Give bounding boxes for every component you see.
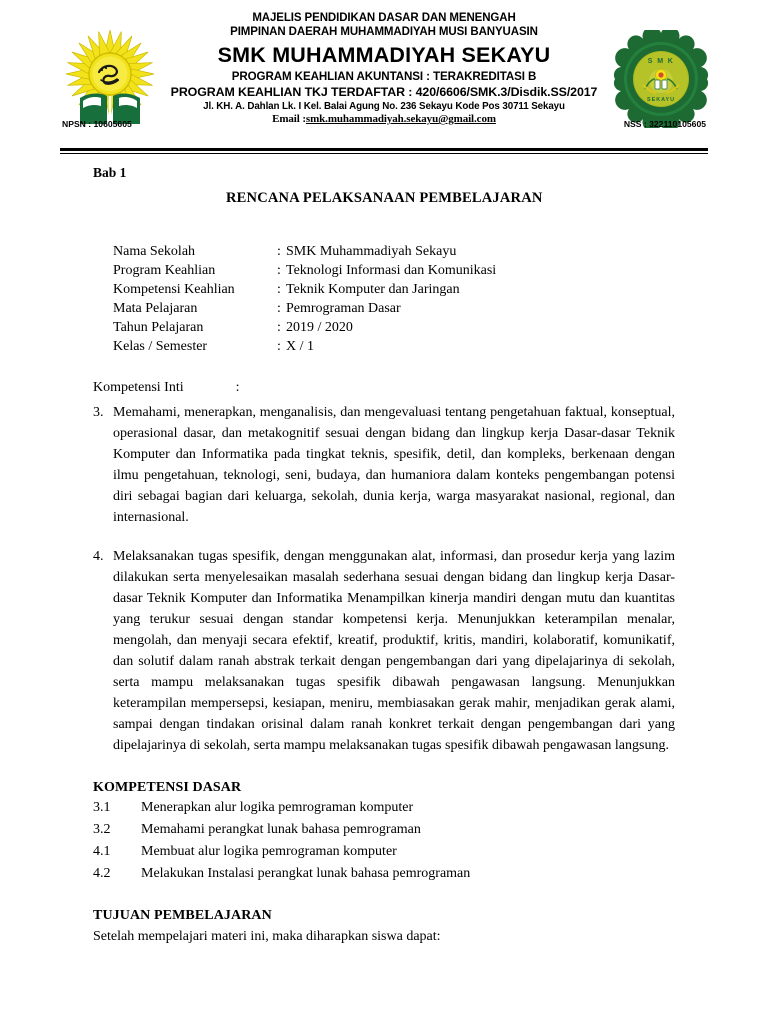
info-separator: : bbox=[277, 339, 281, 355]
table-row bbox=[113, 318, 496, 337]
table-row bbox=[113, 299, 496, 318]
lesson-info-table bbox=[113, 242, 496, 356]
info-separator: : bbox=[277, 320, 281, 336]
info-separator: : bbox=[277, 301, 281, 317]
list-item bbox=[93, 546, 675, 756]
email-label: Email : bbox=[272, 113, 306, 126]
info-value: SMK Muhammadiyah Sekayu bbox=[286, 244, 457, 259]
list-item-number: 4.2 bbox=[93, 866, 111, 882]
kompetensi-inti-heading bbox=[93, 380, 675, 396]
list-item bbox=[93, 841, 675, 862]
school-address: Jl. KH. A. Dahlan Lk. I Kel. Balai Agung No. 236 Sekayu Kode Pos 30711 Sekayu bbox=[203, 100, 565, 112]
info-value: Pemrograman Dasar bbox=[286, 301, 401, 317]
svg-text:S M K: S M K bbox=[647, 58, 675, 65]
table-row bbox=[113, 261, 496, 280]
nss-label: NSS : 322110105605 bbox=[623, 119, 706, 129]
list-item-number: 3. bbox=[93, 405, 104, 421]
npsn-label: NPSN : 10605605 bbox=[62, 119, 132, 129]
info-value: Teknologi Informasi dan Komunikasi bbox=[286, 263, 497, 279]
info-label: Nama Sekolah bbox=[113, 244, 196, 259]
list-item-text: Menerapkan alur logika pemrograman komputer bbox=[141, 800, 414, 816]
kompetensi-inti-label: Kompetensi Inti bbox=[93, 380, 184, 396]
list-item-text: Memahami perangkat lunak bahasa pemrograman bbox=[141, 822, 421, 838]
list-item bbox=[93, 797, 675, 818]
header-rule-thin bbox=[60, 153, 708, 154]
list-item-number: 3.1 bbox=[93, 800, 111, 816]
table-row bbox=[113, 280, 496, 299]
letterhead-line-4: PROGRAM KEAHLIAN TKJ TERDAFTAR : 420/6606/SMK.3/Disdik.SS/2017 bbox=[170, 85, 598, 100]
info-value: Teknik Komputer dan Jaringan bbox=[286, 282, 460, 298]
smk-muhammadiyah-sekayu-emblem bbox=[612, 30, 710, 128]
list-item-number: 4. bbox=[93, 549, 104, 565]
header-rule-thick bbox=[60, 148, 708, 151]
info-label: Kelas / Semester bbox=[113, 339, 208, 355]
list-item bbox=[93, 402, 675, 528]
info-separator: : bbox=[277, 244, 281, 259]
letterhead bbox=[0, 0, 768, 140]
letterhead-line-1: MAJELIS PENDIDIKAN DASAR DAN MENENGAH bbox=[252, 12, 516, 24]
list-item bbox=[93, 819, 675, 840]
list-item-text: Membuat alur logika pemrograman komputer bbox=[141, 844, 397, 860]
page-title: RENCANA PELAKSANAAN PEMBELAJARAN bbox=[226, 190, 543, 206]
table-row bbox=[113, 242, 496, 261]
info-label: Tahun Pelajaran bbox=[113, 320, 204, 336]
list-item-text: Memahami, menerapkan, menganalisis, dan mengevaluasi tentang pengetahuan faktual, konseptual, operasional dasar, dan metakognitif sesuai dengan bidang dan lingkup kerja Dasar-dasar Teknik Komputer dan Informatika pada tingkat teknis, spesifik, detil, dan kompleks, berkenaan dengan ilmu pengetahuan, teknologi, seni, budaya, dan humaniora dalam konteks pengembangan potensi diri sebagai bagian dari keluarga, sekolah, dunia kerja, warga masyarakat nasional, regional, dan internasional. bbox=[113, 405, 675, 526]
kompetensi-dasar-heading: KOMPETENSI DASAR bbox=[93, 780, 242, 796]
letterhead-line-2: PIMPINAN DAERAH MUHAMMADIYAH MUSI BANYUASIN bbox=[230, 26, 538, 39]
list-item bbox=[93, 863, 675, 884]
list-item-number: 3.2 bbox=[93, 822, 111, 838]
chapter-label: Bab 1 bbox=[93, 165, 127, 180]
list-item-text: Melaksanakan tugas spesifik, dengan menggunakan alat, informasi, dan prosedur kerja yang lazim dilakukan serta menyelesaikan masalah sederhana sesuai dengan bidang dan lingkup kerja Dasar-dasar Teknik Komputer dan Informatika Menampilkan kinerja mandiri dengan mutu dan kuantitas yang terukur sesuai dengan standar kompetensi kerja. Menunjukkan keterampilan menalar, mengolah, dan menyaji secara efektif, kreatif, produktif, kritis, mandiri, kolaboratif, komunikatif, dan solutif dalam ranah abstrak terkait dengan pengembangan dari yang dipelajarinya di sekolah, serta mampu melaksanakan tugas spesifik dibawah pengawasan langsung. Menunjukkan keterampilan mempersepsi, kesiapan, meniru, membiasakan gerak mahir, menjadikan gerak alami, sampai dengan tindakan orisinal dalam ranah konkret terkait dengan pengembangan dari yang dipelajarinya di sekolah, serta mampu melaksanakan tugas spesifik dibawah pengawasan langsung. bbox=[113, 549, 675, 754]
school-email-address: smk.muhammadiyah.sekayu@gmail.com bbox=[305, 113, 496, 126]
svg-text:SEKAYU: SEKAYU bbox=[647, 97, 675, 103]
info-label: Mata Pelajaran bbox=[113, 301, 198, 317]
tujuan-pembelajaran-intro: Setelah mempelajari materi ini, maka diharapkan siswa dapat: bbox=[93, 929, 441, 945]
letterhead-line-3: PROGRAM KEAHLIAN AKUNTANSI : TERAKREDITASI B bbox=[231, 70, 537, 84]
document-body bbox=[0, 160, 768, 947]
info-label: Kompetensi Keahlian bbox=[113, 282, 235, 298]
school-name: SMK MUHAMMADIYAH SEKAYU bbox=[217, 42, 551, 67]
info-value: 2019 / 2020 bbox=[286, 320, 353, 336]
info-separator: : bbox=[277, 282, 281, 298]
muhammadiyah-sun-logo bbox=[58, 28, 162, 128]
info-value: X / 1 bbox=[286, 339, 314, 355]
list-item-number: 4.1 bbox=[93, 844, 111, 860]
info-separator: : bbox=[277, 263, 281, 279]
tujuan-pembelajaran-heading: TUJUAN PEMBELAJARAN bbox=[93, 908, 272, 924]
list-item-text: Melakukan Instalasi perangkat lunak bahasa pemrograman bbox=[141, 866, 471, 882]
kompetensi-inti-colon: : bbox=[235, 380, 240, 396]
table-row bbox=[113, 337, 496, 356]
info-label: Program Keahlian bbox=[113, 263, 216, 279]
